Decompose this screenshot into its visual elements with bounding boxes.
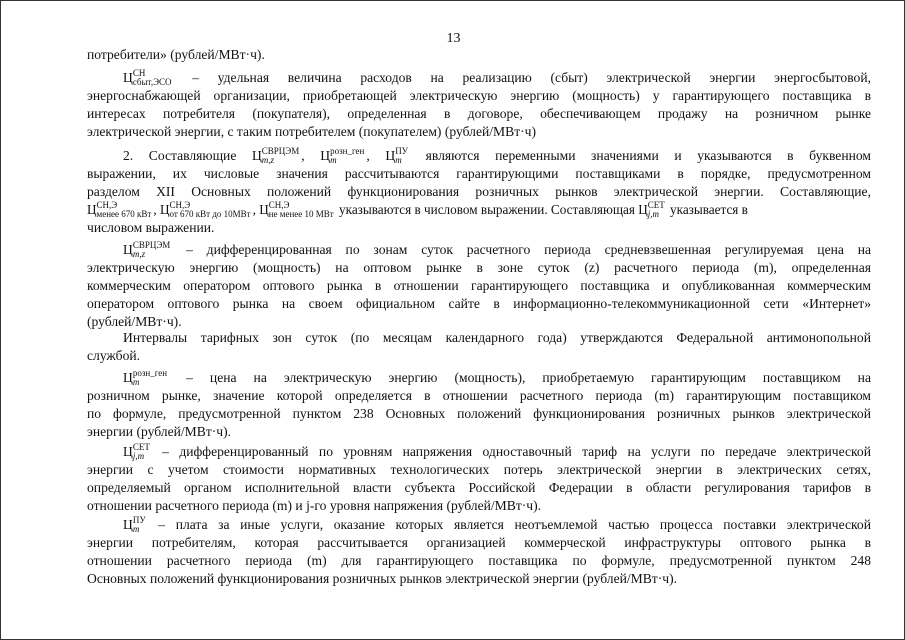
- text-line: отношении расчетного периода (m) для гарантирующего поставщика по формуле, предусмотренной пунктом 248: [87, 553, 871, 568]
- text-line-definition: [123, 517, 871, 534]
- subscript: сбыт,ЭСО: [132, 77, 172, 87]
- tsen-symbol: Ц: [259, 202, 269, 217]
- separator: ,: [366, 148, 386, 163]
- text-line: коммерческим оператором оптового рынка в отношении гарантирующего поставщика и опубликованная коммерческим: [87, 278, 871, 293]
- page-number: 13: [446, 31, 461, 46]
- tsen-symbol: Ц: [159, 202, 170, 217]
- superscript: СН,Э: [268, 200, 290, 210]
- text-line: (рублей/МВт·ч).: [87, 314, 182, 329]
- text-line: розничном рынке, значение которой определяется в отношении расчетного периода (m) гарантирующим поставщиком: [87, 388, 871, 403]
- text-line: интересах потребителя (покупателя), определенная в договоре, обеспечивающем продажу на розничном рынке: [87, 106, 871, 121]
- text-line-components: [123, 148, 871, 165]
- superscript: розн_ген: [330, 146, 365, 156]
- superscript: СН,Э: [169, 200, 191, 210]
- tsen-symbol: Ц: [320, 148, 331, 163]
- text-line-definition: [123, 70, 871, 87]
- symbol-indices: [132, 515, 146, 534]
- definition-text: – цена на электрическую энергию (мощность), приобретаемую гарантирующим поставщиком на: [169, 370, 871, 385]
- subscript: m: [330, 155, 337, 165]
- text-line: определяемый органом исполнительной власти субъекта Российской Федерации в области регулирования тарифов в: [87, 480, 871, 495]
- text-run: указывается в: [666, 202, 748, 217]
- definition-text: – дифференцированная по зонам суток расчетного периода средневзвешенная регулируемая цена на: [172, 242, 871, 257]
- text-line-components: [87, 202, 748, 219]
- tsen-symbol: Ц: [123, 70, 133, 85]
- symbol-indices: [647, 200, 665, 219]
- subscript: менее 670 кВт: [96, 209, 152, 219]
- separator: ,: [301, 148, 321, 163]
- symbol-indices: [132, 240, 171, 259]
- subscript: j,m: [132, 451, 145, 461]
- definition-text: – удельная величина расходов на реализацию (сбыт) электрической энергии энергосбытовой,: [173, 70, 871, 85]
- subscript: m,z: [261, 155, 275, 165]
- text-line: числовом выражении.: [87, 220, 215, 235]
- superscript: СЕТ: [647, 200, 665, 210]
- tsen-symbol: Ц: [638, 202, 648, 217]
- symbol-indices: [132, 68, 172, 87]
- paragraph-lead: 2. Составляющие: [123, 148, 252, 163]
- text-line: энергии потребителям, которая рассчитывается организацией коммерческой инфраструктуры оптового рынка в: [87, 535, 871, 550]
- tsen-symbol: Ц: [123, 370, 133, 385]
- text-line: энергии (рублей/МВт·ч).: [87, 424, 232, 439]
- tsen-symbol: Ц: [251, 148, 262, 163]
- text-line: Интервалы тарифных зон суток (по месяцам календарного года) утверждаются Федеральной антимонопольной: [123, 330, 871, 345]
- text-line-definition: [123, 370, 871, 387]
- text-line: выражении, их числовые значения рассчитываются гарантирующими поставщиками в порядке, предусмотренном: [87, 166, 871, 181]
- superscript: СН: [132, 68, 146, 78]
- subscript: j,m: [647, 209, 659, 219]
- subscript: m: [395, 155, 402, 165]
- superscript: ПУ: [132, 515, 146, 525]
- text-line: службой.: [87, 348, 141, 363]
- superscript: СЕТ: [132, 442, 150, 452]
- tsen-symbol: Ц: [123, 517, 133, 532]
- separator: ,: [153, 202, 160, 217]
- symbol-indices: [395, 146, 409, 165]
- text-line: оператором оптового рынка на своем официальном сайте в информационно-телекоммуникационной сети «Интернет»: [87, 296, 871, 311]
- separator: ,: [252, 202, 260, 217]
- subscript: m,z: [132, 249, 146, 259]
- text-line: отношении расчетного периода (m) и j-го уровня напряжения (рублей/МВт·ч).: [87, 498, 542, 513]
- symbol-indices: [261, 146, 300, 165]
- superscript: СВРЦЭМ: [132, 240, 171, 250]
- symbol-indices: [268, 200, 334, 219]
- symbol-indices: [132, 368, 168, 387]
- text-run: указываются в числовом выражении. Составляющая: [335, 202, 639, 217]
- superscript: СН,Э: [96, 200, 118, 210]
- subscript: не менее 10 МВт: [268, 209, 334, 219]
- subscript: m: [132, 377, 140, 387]
- superscript: СВРЦЭМ: [261, 146, 300, 156]
- symbol-indices: [132, 442, 150, 461]
- subscript: от 670 кВт до 10МВт: [169, 209, 251, 219]
- text-line-definition: [123, 242, 871, 259]
- text-line-definition: [123, 444, 871, 461]
- tsen-symbol: Ц: [87, 202, 97, 217]
- text-line: Основных положений функционирования розничных рынков электрической энергии (рублей/МВт·ч).: [87, 571, 678, 586]
- symbol-indices: [96, 200, 152, 219]
- text-line: по формуле, предусмотренной пунктом 238 Основных положений функционирования розничных рынков электрической: [87, 406, 871, 421]
- symbol-indices: [169, 200, 251, 219]
- tsen-symbol: Ц: [123, 444, 133, 459]
- definition-text: – дифференцированный по уровням напряжения одноставочный тариф на услуги по передаче электрической: [151, 444, 871, 459]
- text-line: энергии с учетом стоимости нормативных технологических потерь электрической энергии в электрических сетях,: [87, 462, 871, 477]
- superscript: розн_ген: [132, 368, 168, 378]
- text-line: электрической энергии, с таким потребителем (покупателем) (рублей/МВт·ч): [87, 124, 537, 139]
- text-line: потребители» (рублей/МВт·ч).: [87, 47, 265, 62]
- symbol-indices: [330, 146, 365, 165]
- subscript: m: [132, 524, 140, 534]
- tsen-symbol: Ц: [123, 242, 133, 257]
- tsen-symbol: Ц: [385, 148, 396, 163]
- text-line: электрическую энергию (мощность) на оптовом рынке в зоне суток (z) расчетного периода (m), определенная: [87, 260, 871, 275]
- superscript: ПУ: [395, 146, 409, 156]
- text-run: являются переменными значениями и указываются в буквенном: [410, 148, 872, 163]
- text-line: энергоснабжающей организации, приобретающей электрическую энергию (мощность) у гарантирующего поставщика в: [87, 88, 871, 103]
- definition-text: – плата за иные услуги, оказание которых является неотъемлемой частью процесса поставки электрической: [147, 517, 871, 532]
- text-line: разделом XII Основных положений функционирования розничных рынков электрической энергии. Составляющие,: [87, 184, 871, 199]
